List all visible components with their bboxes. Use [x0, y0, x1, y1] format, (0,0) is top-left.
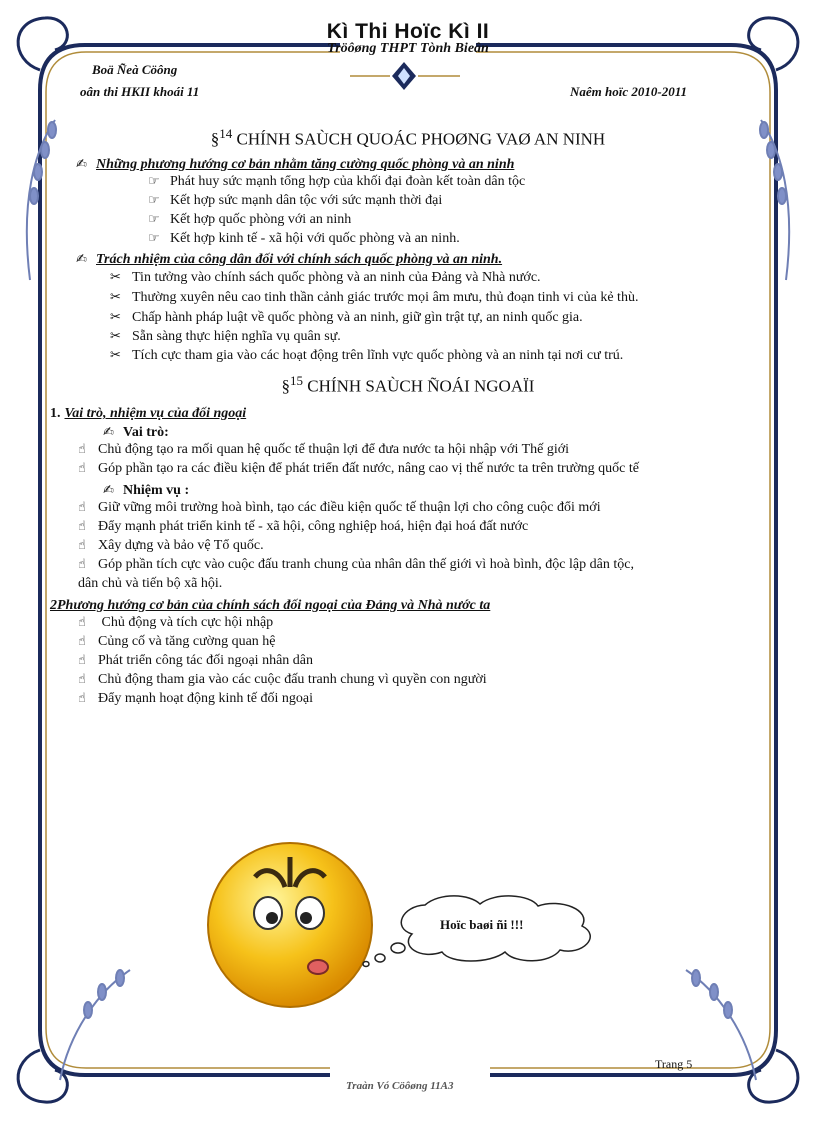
task-label: ✍ Nhiệm vụ : — [103, 483, 190, 498]
pen-hand-icon: ✍ — [103, 483, 114, 498]
list-item: ✂ Thường xuyên nêu cao tinh thần cảnh giác trước mọi âm mưu, thủ đoạn tinh vi của kẻ thù. — [110, 290, 639, 305]
list-item: ☞ Phát huy sức mạnh tổng hợp của khối đại đoàn kết toàn dân tộc — [148, 174, 526, 189]
document-title: Kì Thi Hoïc Kì II — [326, 20, 490, 43]
pointing-hand-icon: ☞ — [148, 174, 160, 189]
hand-pointer-icon: ☝ — [78, 615, 86, 630]
role-label: ✍ Vai trò: — [103, 425, 169, 440]
scissors-icon: ✂ — [110, 270, 121, 285]
list-item: ☝ Chủ động tạo ra mối quan hệ quốc tế thuận lợi để đưa nước ta hội nhập với Thế giới — [78, 442, 570, 457]
scissors-icon: ✂ — [110, 348, 121, 363]
list-item: ☞ Kết hợp sức mạnh dân tộc với sức mạnh thời đại — [148, 193, 443, 208]
hand-pointer-icon: ☝ — [78, 500, 86, 515]
list-item: ☝ Góp phần tạo ra các điều kiện để phát triển đất nước, nâng cao vị thế nước ta trên trường quốc tế — [78, 461, 640, 476]
scissors-icon: ✂ — [110, 290, 121, 305]
bubble-text: Hoïc baøi ñi !!! — [440, 917, 524, 932]
list-item: ☝ Xây dựng và bảo vệ Tổ quốc. — [78, 538, 264, 553]
list-item: ☞ Kết hợp kinh tế - xã hội với quốc phòng và an ninh. — [148, 231, 460, 246]
list-item: ☝ Chủ động và tích cực hội nhập — [78, 615, 274, 630]
pen-hand-icon: ✍ — [103, 425, 114, 440]
hand-pointer-icon: ☝ — [78, 557, 86, 572]
list-item: ✂ Tích cực tham gia vào các hoạt động trên lĩnh vực quốc phòng và an ninh tại nơi cư trú. — [110, 348, 624, 363]
pointing-hand-icon: ☞ — [148, 212, 160, 227]
hand-pointer-icon: ☝ — [78, 653, 86, 668]
list-item: ☝ Phát triển công tác đối ngoại nhân dân — [78, 653, 313, 668]
hand-pointer-icon: ☝ — [78, 442, 86, 457]
hand-pointer-icon: ☝ — [78, 538, 86, 553]
header-left-line2: oân thi HKII khoái 11 — [80, 84, 200, 99]
list-item-continuation: dân chủ và tiến bộ xã hội. — [78, 576, 223, 591]
school-year: Naêm hoïc 2010-2011 — [570, 84, 687, 99]
pen-hand-icon: ✍ — [76, 252, 87, 267]
section-symbol: § — [281, 376, 291, 396]
hand-pointer-icon: ☝ — [78, 672, 86, 687]
page-number: Trang 5 — [655, 1057, 693, 1071]
hand-pointer-icon: ☝ — [78, 691, 86, 706]
part-2-heading: 2Phương hướng cơ bản của chính sách đối ngoại của Đảng và Nhà nước ta — [50, 598, 491, 613]
part-1-heading: 1. Vai trò, nhiệm vụ của đối ngoại — [50, 406, 247, 421]
list-item: ☝ Góp phần tích cực vào cuộc đấu tranh chung của nhân dân thế giới vì hoà bình, độc lập dân tộc, — [78, 557, 634, 572]
school-name: Tröôøng THPT Tònh Bieân — [327, 41, 489, 56]
scissors-icon: ✂ — [110, 310, 121, 325]
pen-hand-icon: ✍ — [76, 157, 87, 172]
pointing-hand-icon: ☞ — [148, 193, 160, 208]
hand-pointer-icon: ☝ — [78, 461, 86, 476]
list-item: ☝ Giữ vững môi trường hoà bình, tạo các điều kiện quốc tế thuận lợi cho công cuộc đổi mới — [78, 500, 601, 515]
list-item: ✂ Tin tưởng vào chính sách quốc phòng và an ninh của Đảng và Nhà nước. — [110, 270, 541, 285]
list-item: ☞ Kết hợp quốc phòng với an ninh — [148, 212, 352, 227]
list-item: ☝ Đẩy mạnh phát triển kinh tế - xã hội, công nghiệp hoá, hiện đại hoá đất nước — [78, 519, 529, 534]
section-15-title: §$^{15}$ CHÍNH SAÙCH ÑOÁI NGOAÏI — [281, 373, 535, 396]
section-symbol: § — [210, 129, 220, 149]
list-item: ✂ Chấp hành pháp luật về quốc phòng và an ninh, giữ gìn trật tự, an ninh quốc gia. — [110, 310, 583, 325]
pointing-hand-icon: ☞ — [148, 231, 160, 246]
footer-author: Traàn Vó Cöôøng 11A3 — [346, 1080, 454, 1092]
header-left-line1: Boä Ñeà Cöông — [92, 62, 178, 77]
section-14-title: §$^{14}$ CHÍNH SAÙCH QUOÁC PHOØNG VAØ AN NINH — [210, 126, 606, 149]
list-item: ☝ Đẩy mạnh hoạt động kinh tế đối ngoại — [78, 691, 314, 706]
hand-pointer-icon: ☝ — [78, 519, 86, 534]
subheading-responsibility: ✍ Trách nhiệm của công dân đối với chính sách quốc phòng và an ninh. — [76, 252, 503, 267]
list-item: ☝ Chủ động tham gia vào các cuộc đấu tranh chung vì quyền con người — [78, 672, 487, 687]
subheading-directions: ✍ Những phương hướng cơ bản nhằm tăng cường quốc phòng và an ninh — [76, 157, 515, 172]
list-item: ☝ Củng cố và tăng cường quan hệ — [78, 634, 276, 649]
list-item: ✂ Sẵn sàng thực hiện nghĩa vụ quân sự. — [110, 329, 341, 344]
hand-pointer-icon: ☝ — [78, 634, 86, 649]
scissors-icon: ✂ — [110, 329, 121, 344]
